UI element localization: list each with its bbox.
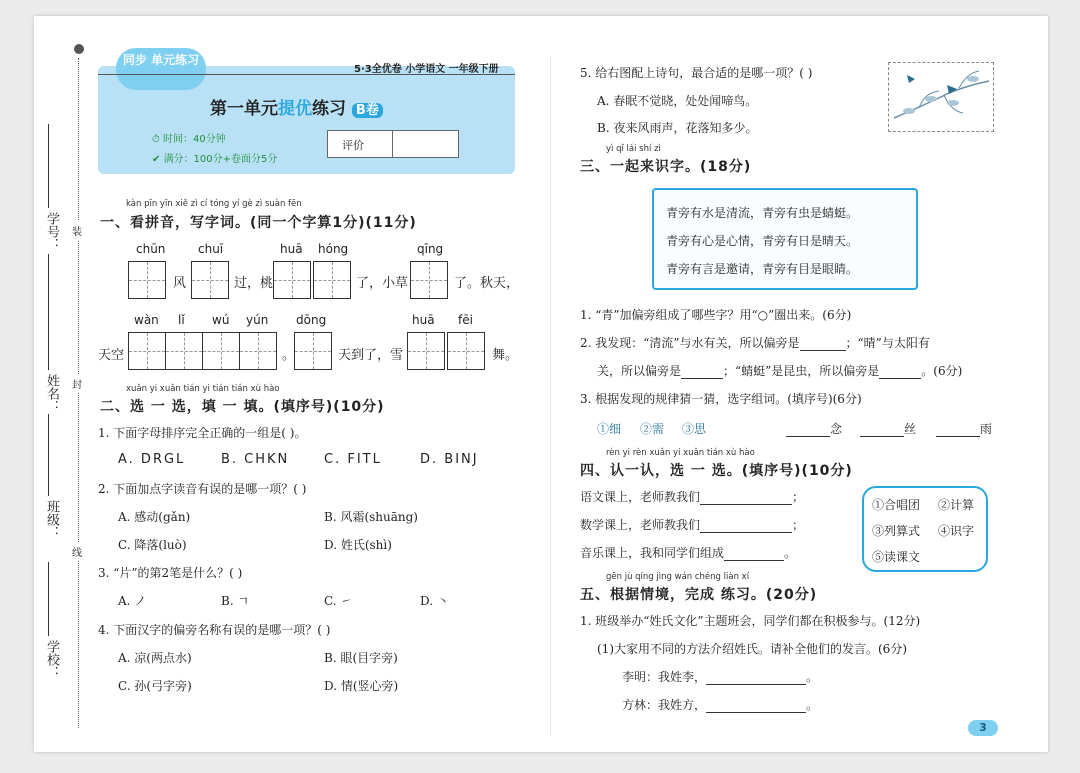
b-paper-badge: B卷 <box>352 103 383 118</box>
sync-unit-badge: 同步 单元练习 <box>116 48 206 90</box>
evaluation-box[interactable]: 评价 <box>327 130 459 158</box>
time-limit: ⏱ 时间：40分钟 <box>152 134 226 145</box>
option[interactable]: A. 凉(两点水) <box>118 651 192 665</box>
option[interactable]: A. DRGL <box>118 452 186 467</box>
char-box[interactable] <box>407 332 445 370</box>
char-box[interactable] <box>447 332 485 370</box>
option[interactable]: A. 感动(gǎn) <box>118 510 191 524</box>
option[interactable]: B. 夜来风雨声，花落知多少。 <box>597 121 758 135</box>
char-option: ②需 <box>640 422 665 436</box>
option[interactable]: C. FITL <box>324 452 382 467</box>
fill-line: 语文课上，老师教我们 ； <box>580 490 805 504</box>
char-box[interactable] <box>239 332 277 370</box>
option[interactable]: A. ノ <box>118 594 147 608</box>
fill-line: 李明：我姓李， 。 <box>622 670 819 684</box>
fill-line: 方林：我姓方， 。 <box>622 698 819 712</box>
name-label: 姓名： <box>44 374 59 413</box>
question-3: 3. “片”的第2笔是什么？( ) <box>98 566 243 580</box>
char-option: ③思 <box>682 422 707 436</box>
char-box[interactable] <box>313 261 351 299</box>
char-box[interactable] <box>273 261 311 299</box>
bird-picture <box>888 62 994 132</box>
answer-blank[interactable] <box>800 350 846 351</box>
option[interactable]: D. BINJ <box>420 452 479 467</box>
clock-icon: ⏱ <box>152 134 163 145</box>
option[interactable]: B. ㄱ <box>221 594 250 608</box>
fill-line: 音乐课上，我和同学们组成 。 <box>580 546 797 560</box>
option[interactable]: C. ㇀ <box>324 594 353 608</box>
answer-blank[interactable] <box>700 532 792 533</box>
s3-question-2-cont: 关，所以偏旁是 ；“蜻蜓”是昆虫，所以偏旁是 。(6分) <box>597 364 963 378</box>
answer-blank[interactable] <box>724 560 784 561</box>
page-title: 第一单元提优练习 B卷 <box>210 94 383 119</box>
option[interactable]: B. CHKN <box>221 452 290 467</box>
s5-subquestion: (1)大家用不同的方法介绍姓氏。请补全他们的发言。(6分) <box>597 642 907 656</box>
section-3-title: 三、一起来识字。(18分) <box>580 159 752 175</box>
class-label: 班级： <box>44 500 59 539</box>
char-box[interactable] <box>128 261 166 299</box>
char-box[interactable] <box>294 332 332 370</box>
answer-blank[interactable] <box>860 436 904 437</box>
char-box[interactable] <box>165 332 203 370</box>
option[interactable]: B. 眼(目字旁) <box>324 651 398 665</box>
section-2-title: 二、选 一 选，填 一 填。(填序号)(10分) <box>100 399 385 415</box>
s5-question-1: 1. 班级举办“姓氏文化”主题班会，同学们都在积极参与。(12分) <box>580 614 921 628</box>
xian-mark: 线 <box>72 542 82 561</box>
answer-blank[interactable] <box>706 684 806 685</box>
char-option: ①细 <box>597 422 622 436</box>
fill-line: 数学课上，老师教我们 ； <box>580 518 805 532</box>
poem-box: 青旁有水是清流，青旁有虫是蜻蜓。 青旁有心是心情，青旁有日是晴天。 青旁有言是邀请，青旁有目是眼睛。 <box>652 188 918 290</box>
word-item: 雨 <box>936 420 992 437</box>
option[interactable]: A. 春眠不觉晓，处处闻啼鸟。 <box>597 94 758 108</box>
answer-blank[interactable] <box>936 436 980 437</box>
word-item: 念 <box>786 420 842 437</box>
student-number-label: 学号： <box>44 212 59 251</box>
worksheet-page: 学号： 装 姓名： 封 班级： 线 学校： 同步 单元练习 5·3全优卷 小学语文 一年级下册 第一单元提优练习 B卷 ⏱ 时间：40分钟 ✔ 满分：100分+卷面分5分 评价 kàn pīn yīn xiě zì cí tóng yí gè zì suàn fēn 一、看拼音，写字词。(同一个字算1分)(11分) chūn chuī huā hóng qīng 风 过，桃 了，小草 了。秋天， wàn lǐ wú yún dōng huā fēi 天空 。 天到了，雪 舞。 xuǎn yi xuǎn tián yi tián tián xù hào 二、选 一 选，填 一 填。(填序号)(10分) 1. 下面字母排序完全正确的一组是( )。 A. DRGL B. CHKN C. FITL D. BINJ 2. 下面加点字读音有误的是哪一项？( ) A. 感动(gǎn) B. 风霜(shuāng) C. 降落(luò) D. 姓氏(shì) 3. “片”的第2笔是什么？( ) A. ノ B. ㄱ C. ㇀ D. ㇔ 4. 下面汉字的偏旁名称有误的是哪一项？( ) A. 凉(两点水) B. 眼(目字旁) C. 孙(弓字旁) D. 情(竖心旁) 5. 给右图配上诗句，最合适的是哪一项？( ) A. 春眠不觉晓，处处闻啼鸟。 B. 夜来风雨声，花落知多少。 yì qǐ lái shí zì 三、一起来识字。(18分) 青旁有水是清流，青旁有虫是蜻蜓。 青旁有心是心情，青旁有日是晴天。 青旁有言是邀请，青旁有目是眼睛。 1. “青”加偏旁组成了哪些字？用“○”圈出来。(6分) 2. 我发现：“清流”与水有关，所以偏旁是 ；“晴”与太阳有 关，所以偏旁是 ；“蜻蜓”是昆虫，所以偏旁是 。(6分) 3. 根据发现的规律猜一猜，选字组词。(填序号)(6分) ①细 ②需 ③思 念 丝 雨 rèn yi rèn xuǎn yi xuǎn tián xù hào 四、认一认，选 一 选。(填序号)(10分) 语文课上，老师教我们 ； 数学课上，老师教我们 ； 音乐课上，我和同学们组成 。 ①合唱团 ②计算 ③列算式 ④识字 ⑤读课文 gēn jù qíng jìng wán chéng liàn xí 五、根据情境，完成 练习。(20分) 1. 班级举办“姓氏文化”主题班会，同学们都在积极参与。(12分) (1)大家用不同的方法介绍姓氏。请补全他们的发言。(6分) 李明：我姓李， 。 方林：我姓方， 。 3 <box>34 16 1048 752</box>
answer-blank[interactable] <box>706 712 806 713</box>
section-1-title: 一、看拼音，写字词。(同一个字算1分)(11分) <box>100 215 417 231</box>
answer-blank[interactable] <box>681 378 723 379</box>
char-box[interactable] <box>128 332 166 370</box>
section-4-title: 四、认一认，选 一 选。(填序号)(10分) <box>580 463 853 479</box>
option[interactable]: D. 情(竖心旁) <box>324 679 399 693</box>
option[interactable]: C. 孙(弓字旁) <box>118 679 192 693</box>
s3-question-3: 3. 根据发现的规律猜一猜，选字组词。(填序号)(6分) <box>580 392 862 406</box>
name-line[interactable] <box>48 254 49 370</box>
word-item: 丝 <box>860 420 916 437</box>
option[interactable]: D. 姓氏(shì) <box>324 538 392 552</box>
option[interactable]: D. ㇔ <box>420 594 449 608</box>
question-5: 5. 给右图配上诗句，最合适的是哪一项？( ) <box>580 66 813 80</box>
option[interactable]: C. 降落(luò) <box>118 538 187 552</box>
char-box[interactable] <box>191 261 229 299</box>
choices-box: ①合唱团 ②计算 ③列算式 ④识字 ⑤读课文 <box>862 486 988 572</box>
school-label: 学校： <box>44 640 59 679</box>
bird-branch-icon <box>889 63 993 131</box>
option[interactable]: B. 风霜(shuāng) <box>324 510 418 524</box>
question-4: 4. 下面汉字的偏旁名称有误的是哪一项？( ) <box>98 623 331 637</box>
series-label: 5·3全优卷 小学语文 一年级下册 <box>354 64 499 75</box>
char-box[interactable] <box>410 261 448 299</box>
full-score: ✔ 满分：100分+卷面分5分 <box>152 154 278 165</box>
question-2: 2. 下面加点字读音有误的是哪一项？( ) <box>98 482 307 496</box>
class-line[interactable] <box>48 414 49 496</box>
answer-blank[interactable] <box>786 436 830 437</box>
question-1: 1. 下面字母排序完全正确的一组是( )。 <box>98 426 307 440</box>
answer-blank[interactable] <box>879 378 921 379</box>
s3-question-2: 2. 我发现：“清流”与水有关，所以偏旁是 ；“晴”与太阳有 <box>580 336 930 350</box>
student-number-line[interactable] <box>48 124 49 208</box>
column-divider <box>550 56 551 736</box>
char-box[interactable] <box>202 332 240 370</box>
binding-hole-icon <box>74 44 84 54</box>
s3-question-1: 1. “青”加偏旁组成了哪些字？用“○”圈出来。(6分) <box>580 308 852 322</box>
answer-blank[interactable] <box>700 504 792 505</box>
page-number: 3 <box>968 720 998 736</box>
school-line[interactable] <box>48 562 49 636</box>
section-5-title: 五、根据情境，完成 练习。(20分) <box>580 587 818 603</box>
feng-mark: 封 <box>72 374 82 393</box>
zhuang-mark: 装 <box>72 221 82 240</box>
check-icon: ✔ <box>152 154 164 165</box>
